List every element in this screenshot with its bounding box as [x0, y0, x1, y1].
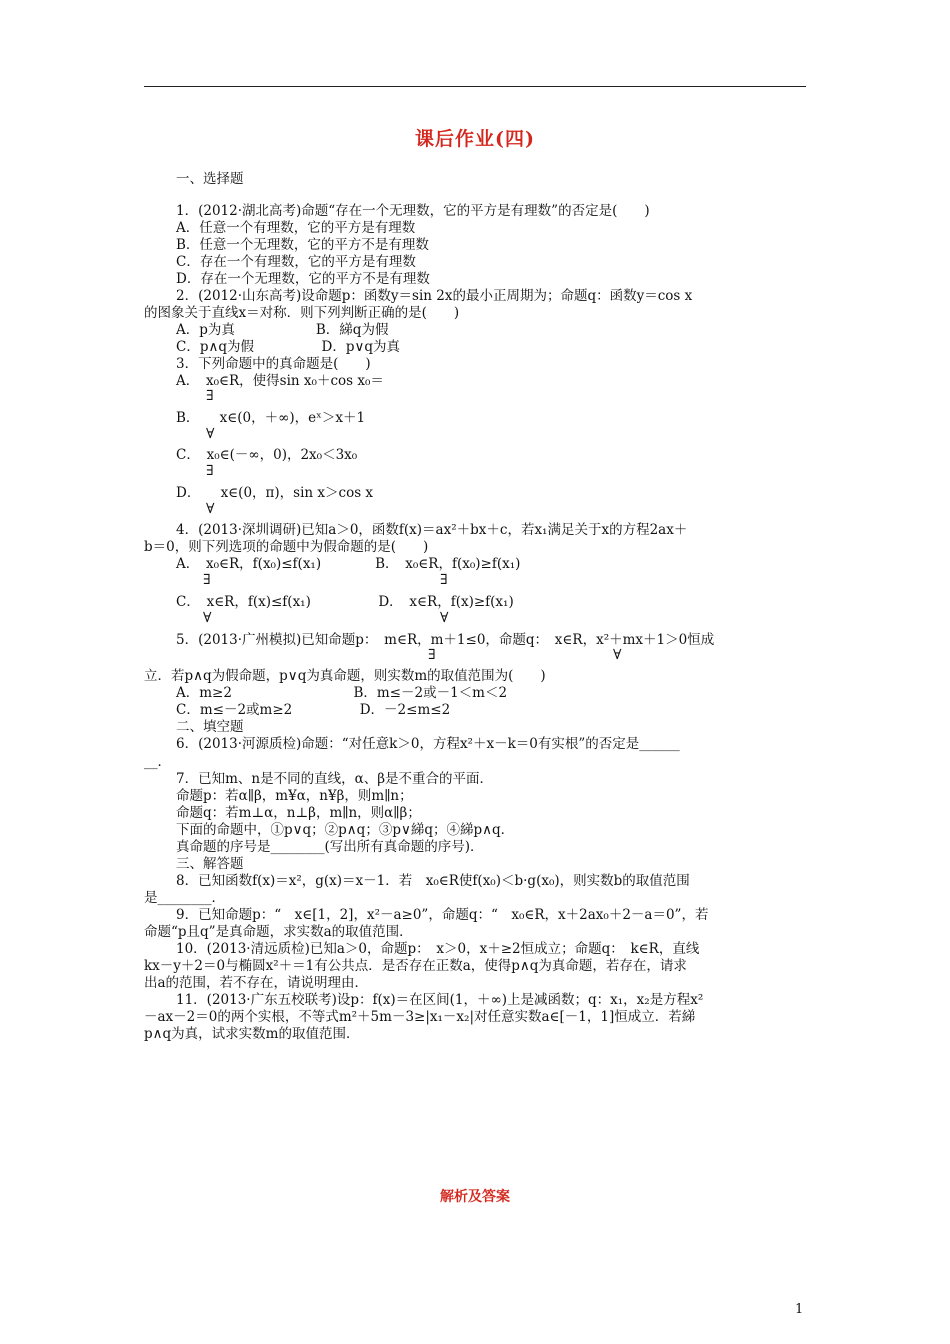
- exists-symbol: ∃: [428, 647, 436, 663]
- question-7: 7．已知m、n是不同的直线，α、β是不重合的平面．: [176, 771, 494, 787]
- question-8-cont: 是________．: [144, 890, 225, 906]
- question-9-cont: 命题“p且q”是真命题，求实数a的取值范围．: [144, 924, 413, 940]
- exists-symbol: ∃: [206, 388, 214, 404]
- forall-symbol: ∀: [206, 426, 215, 442]
- exists-symbol: ∃: [440, 572, 448, 588]
- page-title: 课后作业(四): [415, 128, 535, 150]
- question-7-list: 下面的命题中，①p∨q；②p∧q；③p∨綈q；④綈p∧q．: [176, 822, 515, 838]
- page-number: 1: [795, 1302, 804, 1317]
- question-10-cont: kx－y＋2＝0与椭圆x²＋＝1有公共点．是否存在正数a，使得p∧q为真命题，若存在，请求: [144, 958, 687, 974]
- question-7-q: 命题q：若m⊥α，n⊥β，m∥n，则α∥β；: [176, 805, 421, 821]
- option-4cd: C． x∈R，f(x)≤f(x₁) D． x∈R，f(x)≥f(x₁): [176, 594, 514, 610]
- section-heading-choice: 一、选择题: [176, 171, 244, 187]
- forall-symbol: ∀: [440, 610, 449, 626]
- section-heading-fill: 二、填空题: [176, 719, 244, 735]
- option-1a: A．任意一个有理数，它的平方是有理数: [176, 220, 416, 236]
- option-1c: C．存在一个有理数，它的平方是有理数: [176, 254, 416, 270]
- option-2ab: A．p为真 B．綈q为假: [176, 322, 389, 338]
- option-1b: B．任意一个无理数，它的平方不是有理数: [176, 237, 429, 253]
- exists-symbol: ∃: [203, 572, 211, 588]
- question-6: 6．(2013·河源质检)命题：“对任意k＞0，方程x²＋x－k＝0有实根”的否定是______: [176, 736, 680, 752]
- header-rule: [144, 86, 806, 87]
- exists-symbol: ∃: [206, 463, 214, 479]
- question-3: 3．下列命题中的真命题是( ): [176, 356, 371, 372]
- question-11-cont: －ax－2＝0的两个实根，不等式m²＋5m－3≥|x₁－x₂|对任意实数a∈[－1，1]恒成立．若綈: [144, 1009, 696, 1025]
- option-3c: C． x₀∈(－∞，0)，2x₀＜3x₀: [176, 447, 358, 463]
- question-2: 2．(2012·山东高考)设命题p：函数y＝sin 2x的最小正周期为；命题q：函数y＝cos x: [176, 288, 693, 304]
- question-5: 5．(2013·广州模拟)已知命题p： m∈R，m＋1≤0，命题q： x∈R，x²＋mx＋1＞0恒成: [176, 632, 715, 648]
- section-heading-solve: 三、解答题: [176, 856, 244, 872]
- question-10-cont2: 出a的范围，若不存在，请说明理由．: [144, 975, 369, 991]
- question-10: 10．(2013·清远质检)已知a＞0，命题p： x＞0，x＋≥2恒成立；命题q： k∈R，直线: [176, 941, 700, 957]
- question-6-cont: __．: [144, 754, 171, 770]
- question-9: 9．已知命题p：“ x∈[1，2]，x²－a≥0”，命题q：“ x₀∈R，x＋2ax₀＋2－a＝0”，若: [176, 907, 709, 923]
- question-1: 1．(2012·湖北高考)命题“存在一个无理数，它的平方是有理数”的否定是( ): [176, 203, 650, 219]
- option-4ab: A． x₀∈R，f(x₀)≤f(x₁) B． x₀∈R，f(x₀)≥f(x₁): [176, 556, 521, 572]
- forall-symbol: ∀: [613, 647, 622, 663]
- question-2-cont: 的图象关于直线x＝对称．则下列判断正确的是( ): [144, 305, 460, 321]
- question-8: 8．已知函数f(x)＝x²，g(x)＝x－1．若 x₀∈R使f(x₀)＜b·g(x₀)，则实数b的取值范围: [176, 873, 690, 889]
- question-4: 4．(2013·深圳调研)已知a＞0，函数f(x)＝ax²＋bx＋c，若x₁满足关于x的方程2ax＋: [176, 522, 688, 538]
- option-3d: D． x∈(0，π)，sin x＞cos x: [176, 485, 374, 501]
- option-5ab: A．m≥2 B．m≤－2或－1＜m＜2: [176, 685, 508, 701]
- question-4-cont: b＝0，则下列选项的命题中为假命题的是( ): [144, 539, 429, 555]
- forall-symbol: ∀: [203, 610, 212, 626]
- answer-heading: 解析及答案: [440, 1189, 510, 1205]
- option-5cd: C．m≤－2或m≥2 D．－2≤m≤2: [176, 702, 451, 718]
- forall-symbol: ∀: [206, 501, 215, 517]
- option-3a: A． x₀∈R，使得sin x₀＋cos x₀＝: [176, 373, 384, 389]
- option-2cd: C．p∧q为假 D．p∨q为真: [176, 339, 400, 355]
- option-1d: D．存在一个无理数，它的平方不是有理数: [176, 271, 430, 287]
- question-7-answer: 真命题的序号是________(写出所有真命题的序号)．: [176, 839, 484, 855]
- question-7-p: 命题p：若α∥β，m¥α，n¥β，则m∥n；: [176, 788, 413, 804]
- question-11-cont2: p∧q为真，试求实数m的取值范围．: [144, 1026, 360, 1042]
- question-5-cont: 立．若p∧q为假命题，p∨q为真命题，则实数m的取值范围为( ): [144, 668, 546, 684]
- question-11: 11．(2013·广东五校联考)设p：f(x)＝在区间(1，＋∞)上是减函数；q：x₁，x₂是方程x²: [176, 992, 704, 1008]
- option-3b: B． x∈(0，＋∞)，eˣ＞x＋1: [176, 410, 366, 426]
